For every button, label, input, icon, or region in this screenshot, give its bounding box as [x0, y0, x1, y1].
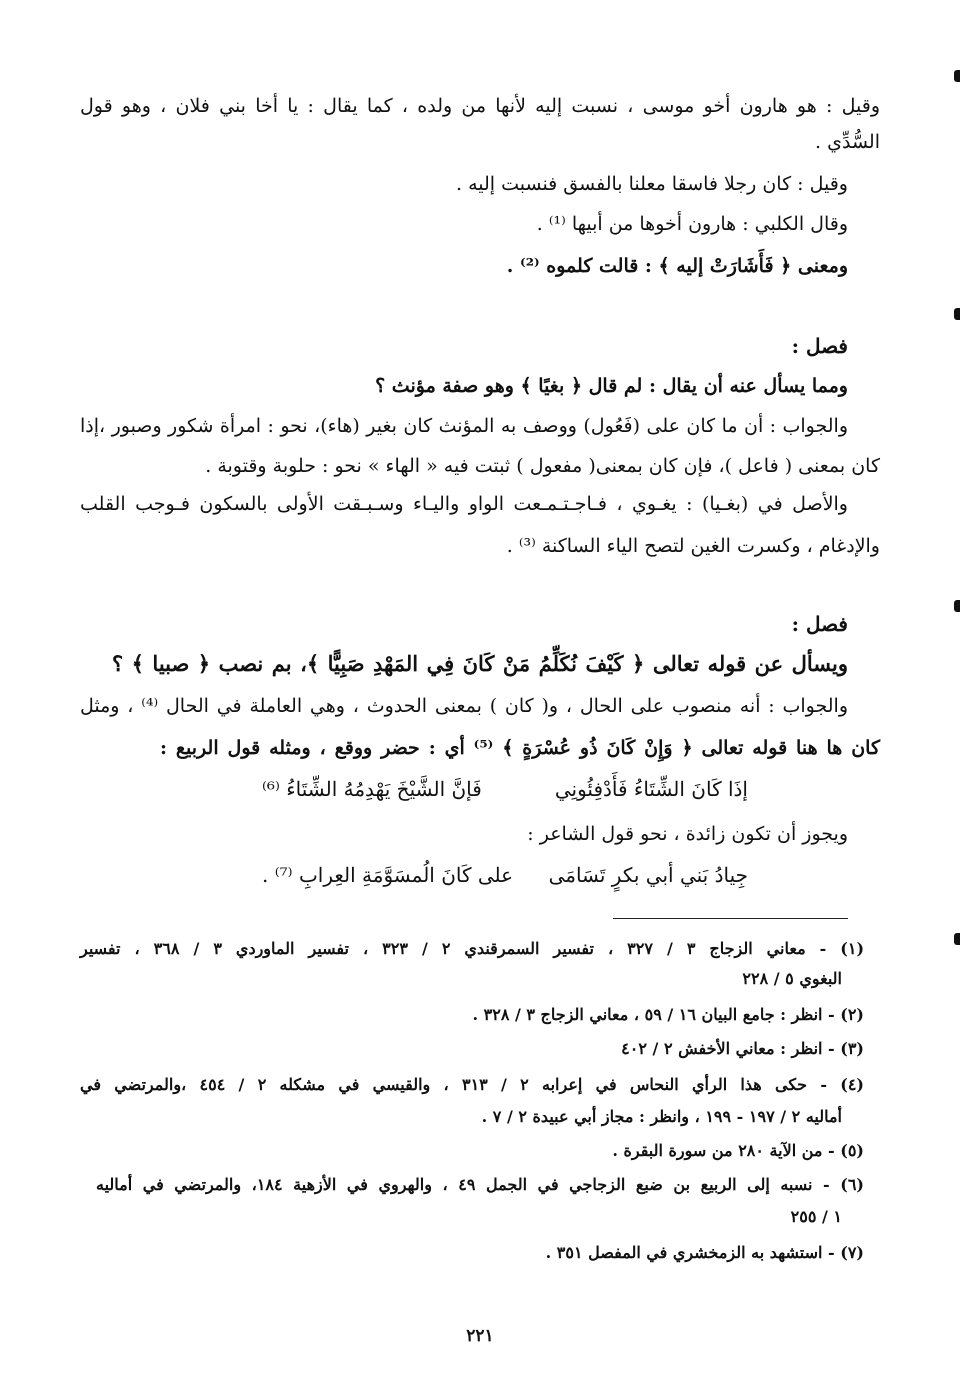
body-line: والجواب : أن ما كان على (فَعُول) ووصف به المؤنث كان بغير (هاء)، نحو : امرأة شكور وصبور ،إذا — [80, 415, 848, 437]
body-line: وقيل : هو هارون أخو موسى ، نسبت إليه لأنها من ولده ، كما يقال : يا أخا بني فلان ، وهو قول — [80, 95, 880, 117]
verse-hemistich-second: على كَانَ الُمسَوَّمَةِ العِرابِ ⁽⁷⁾ . — [262, 863, 514, 887]
footnote-line: (٧) - استشهد به الزمخشري في المفصل ٣٥١ . — [545, 1243, 864, 1262]
body-line: والجواب : أنه منصوب على الحال ، و( كان ) بمعنى الحدوث ، وهي العاملة في الحال ⁽⁴⁾ ، ومثل — [80, 695, 848, 717]
footnote-line: أماليه ٢ / ١٩٧ - ١٩٩ ، وانظر : مجاز أبي عبيدة ٢ / ٧ . — [481, 1107, 842, 1126]
verse-hemistich-first: إذَا كَانَ الشِّتَاءُ فَأَدْفِئُونِي — [554, 777, 748, 801]
body-line: ومعنى ﴿ فَأَشَارَتْ إليه ﴾ : قالت كلموه ⁽²⁾ . — [506, 255, 848, 277]
footnote-line: البغوي ٥ / ٢٢٨ — [742, 969, 842, 988]
footnote-line: (٢) - انظر : جامع البيان ١٦ / ٥٩ ، معاني الزجاج ٣ / ٣٢٨ . — [472, 1005, 864, 1024]
page-number: ٢٢١ — [466, 1326, 494, 1346]
footnote-line: ١ / ٢٥٥ — [790, 1207, 842, 1226]
body-line: كان ها هنا قوله تعالى ﴿ وَإِنْ كَانَ ذُو عُسْرَةٍ ﴾ ⁽⁵⁾ أي : حضر ووقع ، ومثله قول الربيع : — [160, 737, 881, 759]
margin-mark — [954, 933, 960, 945]
body-line: والإدغام ، وكسرت الغين لتصح الياء الساكنة ⁽³⁾ . — [506, 535, 880, 557]
body-line: السُّدِّي . — [815, 131, 880, 153]
footnote-line: (١) - معاني الزجاج ٣ / ٣٢٧ ، تفسير السمرقندي ٢ / ٣٢٣ ، تفسير الماوردي ٣ / ٣٦٨ ، تفسير — [80, 939, 865, 958]
footnote-line: (٤) - حكى هذا الرأي النحاس في إعرابه ٢ / ٣١٣ ، والقيسي في مشكله ٢ / ٤٥٤ ،والمرتضي في — [80, 1075, 864, 1094]
body-line: وقال الكلبي : هارون أخوها من أبيها ⁽¹⁾ . — [536, 213, 848, 235]
section-heading: فصل : — [791, 612, 848, 636]
body-line: ويسأل عن قوله تعالى ﴿ كَيْفَ نُكَلِّمُ مَنْ كَانَ فِي المَهْدِ صَبِيًّا ﴾، بم نصب ﴿ صبيا ﴾ ؟ — [112, 651, 848, 676]
margin-mark — [954, 70, 960, 82]
verse-hemistich-first: جِيادُ بَني أبي بكرٍ تَسَامَى — [548, 863, 748, 887]
margin-mark — [954, 600, 960, 612]
body-line: ومما يسأل عنه أن يقال : لم قال ﴿ بغيًا ﴾ وهو صفة مؤنث ؟ — [375, 375, 848, 397]
margin-mark — [954, 308, 960, 320]
verse-hemistich-second: فَإنَّ الشَّيْخَ يَهْدِمُهُ الشِّتَاءُ ⁽⁶⁾ — [262, 777, 482, 801]
body-line: وقيل : كان رجلا فاسقا معلنا بالفسق فنسبت إليه . — [456, 173, 848, 195]
body-line: ويجوز أن تكون زائدة ، نحو قول الشاعر : — [527, 823, 848, 845]
footnote-line: (٣) - انظر : معاني الأخفش ٢ / ٤٠٢ — [621, 1039, 864, 1058]
footnote-line: (٦) - نسبه إلى الربيع بن ضبع الزجاجي في الجمل ٤٩ ، والهروي في الأزهية ١٨٤، والمرتضي في أماليه — [96, 1175, 864, 1194]
footnote-line: (٥) - من الآية ٢٨٠ من سورة البقرة . — [612, 1141, 864, 1160]
body-line: كان بمعنى ( فاعل )، فإن كان بمعنى( مفعول ) ثبتت فيه « الهاء » نحو : حلوبة وقتوبة . — [205, 455, 880, 477]
footnote-separator — [613, 918, 848, 919]
section-heading: فصل : — [791, 334, 848, 358]
body-line: والأصل في (بغـيا) : يغـوي ، فـاجـتـمـعت الواو واليـاء وسـبـقت الأولى بالسكون فـوجب القلب — [80, 493, 848, 515]
